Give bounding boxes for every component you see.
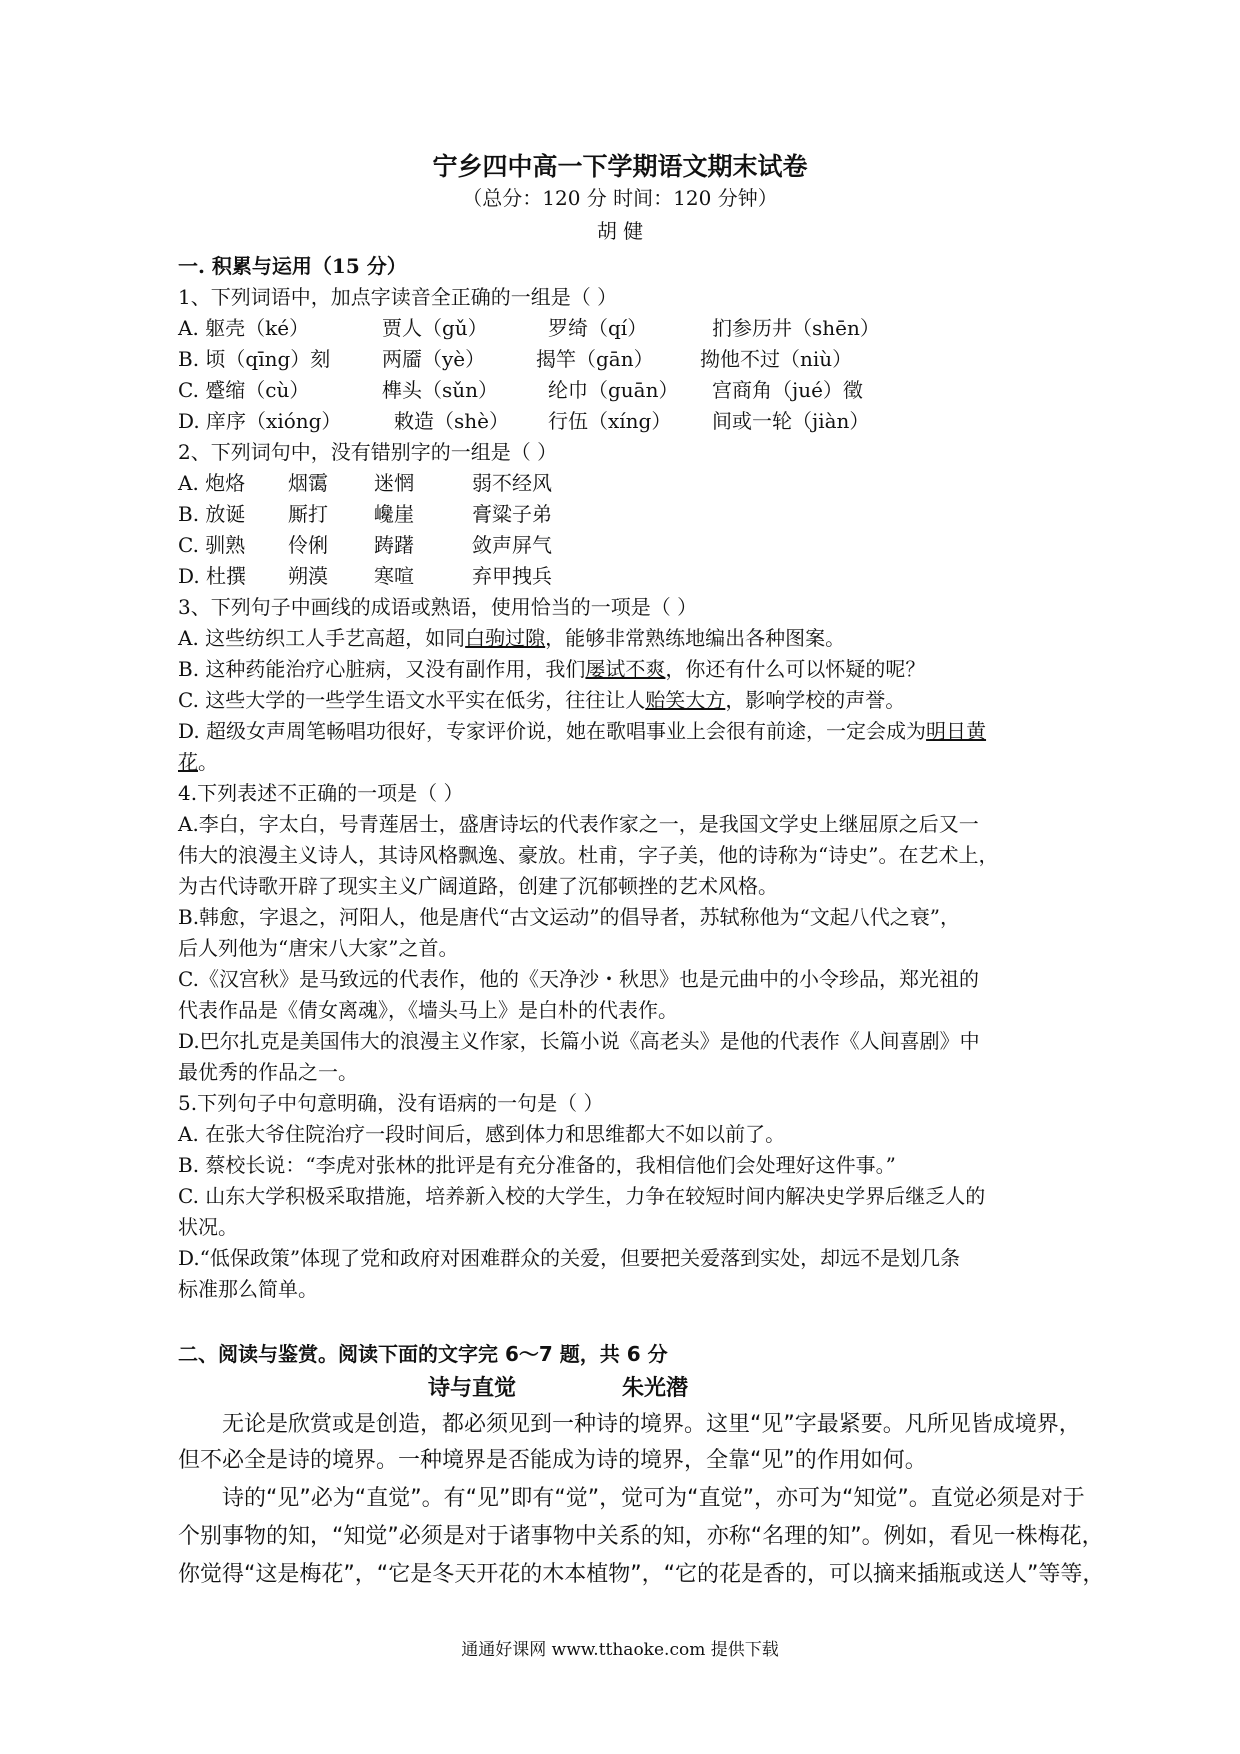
q1-d-3: 行伍（xíng）	[548, 409, 672, 433]
q5-stem: 5.下列句子中句意明确，没有语病的一句是（ ）	[178, 1091, 604, 1115]
q4-line: 后人列他为“唐宋八大家”之首。	[178, 936, 459, 960]
q3-option-d: D. 超级女声周笔畅唱功很好，专家评价说，她在歌唱事业上会很有前途，一定会成为明日黄	[178, 719, 987, 743]
q3-stem: 3、下列句子中画线的成语或熟语，使用恰当的一项是（ ）	[178, 595, 698, 619]
q2-stem: 2、下列词句中，没有错别字的一组是（ ）	[178, 440, 558, 464]
q4-line: C.《汉宫秋》是马致远的代表作，他的《天净沙・秋思》也是元曲中的小令珍品，郑光祖的	[178, 967, 979, 991]
q2-a-2: 烟霭	[288, 471, 328, 495]
exam-subtitle: （总分：120 分 时间：120 分钟）	[462, 186, 778, 210]
q1-c-1: C. 蹙缩（cù）	[178, 378, 310, 402]
page-footer: 通通好课网 www.tthaoke.com 提供下载	[461, 1640, 779, 1660]
q4-line: 代表作品是《倩女离魂》，《墙头马上》是白朴的代表作。	[178, 998, 678, 1022]
q1-b-4: 拗他不过（niù）	[700, 347, 853, 371]
exam-author: 胡 健	[596, 219, 644, 243]
q5-line: C. 山东大学积极采取措施，培养新入校的大学生，力争在较短时间内解决史学界后继乏人的	[178, 1184, 986, 1208]
q3-a-idiom: 白驹过隙	[465, 626, 546, 650]
q2-b-4: 膏粱子弟	[472, 502, 552, 526]
q2-d-4: 弃甲拽兵	[472, 564, 552, 588]
q2-a-1: A. 炮烙	[178, 471, 246, 495]
q5-line: D.“低保政策”体现了党和政府对困难群众的关爱，但要把关爱落到实处，却远不是划几条	[178, 1246, 961, 1270]
q4-line: 伟大的浪漫主义诗人，其诗风格飘逸、豪放。杜甫，字子美，他的诗称为“诗史”。在艺术上，	[178, 843, 999, 867]
q3-option-a: A. 这些纺织工人手艺高超，如同白驹过隙，能够非常熟练地编出各种图案。	[178, 626, 846, 650]
q1-d-1: D. 庠序（xióng）	[178, 409, 342, 433]
q4-stem: 4.下列表述不正确的一项是（ ）	[178, 781, 464, 805]
article-author: 朱光潜	[622, 1376, 689, 1401]
q1-a-4: 扪参历井（shēn）	[712, 316, 880, 340]
article-paragraph-line: 但不必全是诗的境界。一种境界是否能成为诗的境界，全靠“见”的作用如何。	[178, 1448, 927, 1473]
q1-b-1: B. 顷（qīng）刻	[178, 347, 331, 371]
q1-d-2: 敕造（shè）	[394, 409, 509, 433]
q5-line: 状况。	[178, 1215, 238, 1239]
q3-c-idiom: 贻笑大方	[645, 688, 726, 712]
q3-b-idiom: 屡试不爽	[585, 657, 666, 681]
q5-line: 标准那么简单。	[178, 1277, 318, 1301]
q3-option-c: C. 这些大学的一些学生语文水平实在低劣，往往让人贻笑大方，影响学校的声誉。	[178, 688, 906, 712]
article-paragraph-line: 无论是欣赏或是创造，都必须见到一种诗的境界。这里“见”字最紧要。凡所见皆成境界，	[222, 1412, 1081, 1437]
q1-b-2: 两靥（yè）	[382, 347, 486, 371]
q2-d-2: 朔漠	[288, 564, 328, 588]
q1-a-3: 罗绮（qí）	[548, 316, 648, 340]
q3-d-idiom-part1: 明日黄	[926, 719, 987, 743]
q1-stem: 1、下列词语中，加点字读音全正确的一组是（ ）	[178, 285, 618, 309]
q1-c-2: 榫头（sǔn）	[382, 378, 499, 402]
q4-line: 最优秀的作品之一。	[178, 1060, 358, 1084]
q2-d-3: 寒喧	[374, 564, 414, 588]
q1-a-1: A. 躯壳（ké）	[178, 316, 310, 340]
q4-line: A.李白，字太白，号青莲居士，盛唐诗坛的代表作家之一，是我国文学史上继屈原之后又一	[178, 812, 979, 836]
q2-c-1: C. 驯熟	[178, 533, 246, 557]
article-title: 诗与直觉	[428, 1376, 517, 1401]
article-paragraph-line: 诗的“见”必为“直觉”。有“见”即有“觉”，觉可为“直觉”，亦可为“知觉”。直觉必须是对于	[222, 1486, 1085, 1511]
q5-line: B. 蔡校长说：“李虎对张林的批评是有充分准备的，我相信他们会处理好这件事。”	[178, 1153, 896, 1177]
q1-c-4: 宫商角（jué）徵	[712, 378, 863, 402]
article-paragraph-line: 个别事物的知，“知觉”必须是对于诸事物中关系的知，亦称“名理的知”。例如，看见一株梅花，	[178, 1524, 1104, 1549]
q2-a-4: 弱不经风	[472, 471, 552, 495]
section-2-heading: 二、阅读与鉴赏。阅读下面的文字完 6～7 题，共 6 分	[178, 1342, 668, 1366]
q2-b-2: 厮打	[288, 502, 328, 526]
q3-option-d-cont: 花。	[178, 750, 218, 774]
q4-line: B.韩愈，字退之，河阳人，他是唐代“古文运动”的倡导者，苏轼称他为“文起八代之衰”，	[178, 905, 960, 929]
q2-d-1: D. 杜撰	[178, 564, 247, 588]
q3-option-b: B. 这种药能治疗心脏病，又没有副作用，我们屡试不爽，你还有什么可以怀疑的呢？	[178, 657, 926, 681]
article-paragraph-line: 你觉得“这是梅花”，“它是冬天开花的木本植物”，“它的花是香的，可以摘来插瓶或送人”等等，	[178, 1562, 1105, 1587]
q3-d-idiom-part2: 花	[178, 750, 198, 774]
q1-b-3: 揭竿（gān）	[536, 347, 654, 371]
q2-c-3: 踌躇	[374, 533, 414, 557]
q4-line: D.巴尔扎克是美国伟大的浪漫主义作家，长篇小说《高老头》是他的代表作《人间喜剧》中	[178, 1029, 980, 1053]
q2-c-4: 敛声屏气	[472, 533, 552, 557]
q2-b-3: 巉崖	[374, 502, 414, 526]
q2-b-1: B. 放诞	[178, 502, 246, 526]
q1-a-2: 贾人（gǔ）	[382, 316, 488, 340]
section-1-heading: 一. 积累与运用（15 分）	[178, 254, 407, 278]
exam-title: 宁乡四中高一下学期语文期末试卷	[432, 152, 808, 181]
q1-c-3: 纶巾（guān）	[548, 378, 679, 402]
q2-c-2: 伶俐	[288, 533, 328, 557]
q4-line: 为古代诗歌开辟了现实主义广阔道路，创建了沉郁顿挫的艺术风格。	[178, 874, 778, 898]
q1-d-4: 间或一轮（jiàn）	[712, 409, 870, 433]
q5-line: A. 在张大爷住院治疗一段时间后，感到体力和思维都大不如以前了。	[178, 1122, 786, 1146]
q2-a-3: 迷惘	[374, 471, 414, 495]
